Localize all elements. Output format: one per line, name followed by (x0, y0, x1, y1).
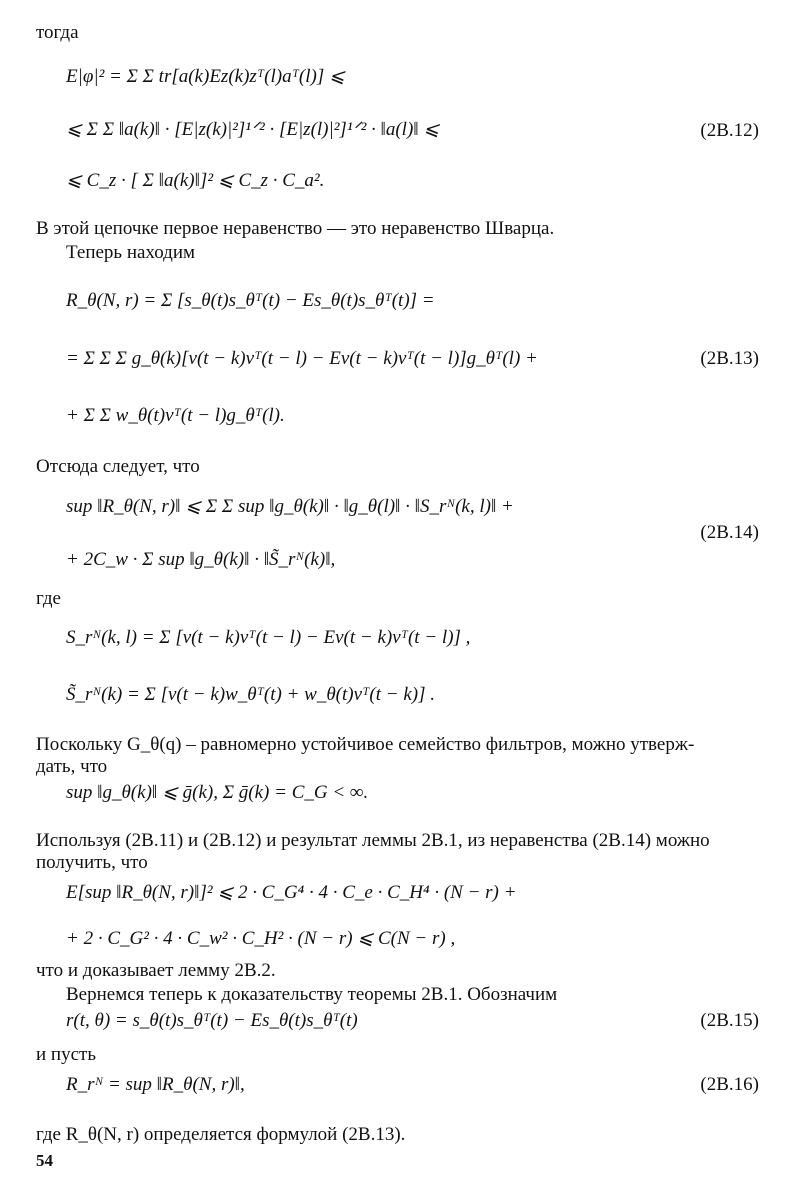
equation-line: S_rᴺ(k, l) = Σ [v(t − k)vᵀ(t − l) − Ev(t − k)vᵀ(t − l)] , (66, 627, 471, 648)
equation-line: E[sup ‖R_θ(N, r)‖]² ⩽ 2 · C_G⁴ · 4 · C_e · C_H⁴ · (N − r) + (66, 882, 517, 903)
text-line: и пусть (36, 1044, 96, 1065)
text-line: дать, что (36, 756, 108, 777)
equation-line: R_rᴺ = sup ‖R_θ(N, r)‖, (66, 1074, 245, 1095)
equation-line: sup ‖g_θ(k)‖ ⩽ ḡ(k), Σ ḡ(k) = C_G < ∞. (66, 782, 369, 803)
text-line: что и доказывает лемму 2В.2. (36, 960, 276, 981)
equation-line: E|φ|² = Σ Σ tr[a(k)Ez(k)zᵀ(l)aᵀ(l)] ⩽ (66, 66, 345, 87)
text-line: получить, что (36, 852, 148, 873)
equation-line: + 2 · C_G² · 4 · C_w² · C_H² · (N − r) ⩽ C(N − r) , (66, 928, 456, 949)
text-line: где (36, 588, 61, 609)
text-line: Отсюда следует, что (36, 456, 200, 477)
equation-number: (2В.12) (700, 120, 759, 141)
equation-number: (2В.13) (700, 348, 759, 369)
equation-number: (2В.14) (700, 522, 759, 543)
equation-line: ⩽ Σ Σ ‖a(k)‖ · [E|z(k)|²]¹ᐟ² · [E|z(l)|²]¹ᐟ² · ‖a(l)‖ ⩽ (66, 119, 440, 140)
equation-line: + 2C_w · Σ sup ‖g_θ(k)‖ · ‖S̃_rᴺ(k)‖, (66, 549, 336, 570)
equation-line: + Σ Σ w_θ(t)vᵀ(t − l)g_θᵀ(l). (66, 405, 285, 426)
text-line: В этой цепочке первое неравенство — это неравенство Шварца. (36, 218, 555, 239)
text-line: Поскольку G_θ(q) – равномерно устойчивое семейство фильтров, можно утверж- (36, 734, 695, 755)
equation-line: sup ‖R_θ(N, r)‖ ⩽ Σ Σ sup ‖g_θ(k)‖ · ‖g_θ(l)‖ · ‖S_rᴺ(k, l)‖ + (66, 496, 514, 517)
equation-line: = Σ Σ Σ g_θ(k)[v(t − k)vᵀ(t − l) − Ev(t − k)vᵀ(t − l)]g_θᵀ(l) + (66, 348, 538, 369)
text-line: Теперь находим (66, 242, 196, 263)
text-line: Используя (2В.11) и (2В.12) и результат леммы 2В.1, из неравенства (2В.14) можно (36, 830, 710, 851)
text-line: тогда (36, 22, 79, 43)
equation-number: (2В.16) (700, 1074, 759, 1095)
equation-line: R_θ(N, r) = Σ [s_θ(t)s_θᵀ(t) − Es_θ(t)s_θᵀ(t)] = (66, 290, 435, 311)
equation-line: S̃_rᴺ(k) = Σ [v(t − k)w_θᵀ(t) + w_θ(t)vᵀ(t − k)] . (66, 684, 435, 705)
text-line: Вернемся теперь к доказательству теоремы 2В.1. Обозначим (66, 984, 558, 1005)
page-number: 54 (36, 1151, 53, 1170)
equation-line: r(t, θ) = s_θ(t)s_θᵀ(t) − Es_θ(t)s_θᵀ(t) (66, 1010, 358, 1031)
equation-number: (2В.15) (700, 1010, 759, 1031)
text-line: где R_θ(N, r) определяется формулой (2В.13). (36, 1124, 406, 1145)
equation-line: ⩽ C_z · [ Σ ‖a(k)‖]² ⩽ C_z · C_a². (66, 170, 325, 191)
